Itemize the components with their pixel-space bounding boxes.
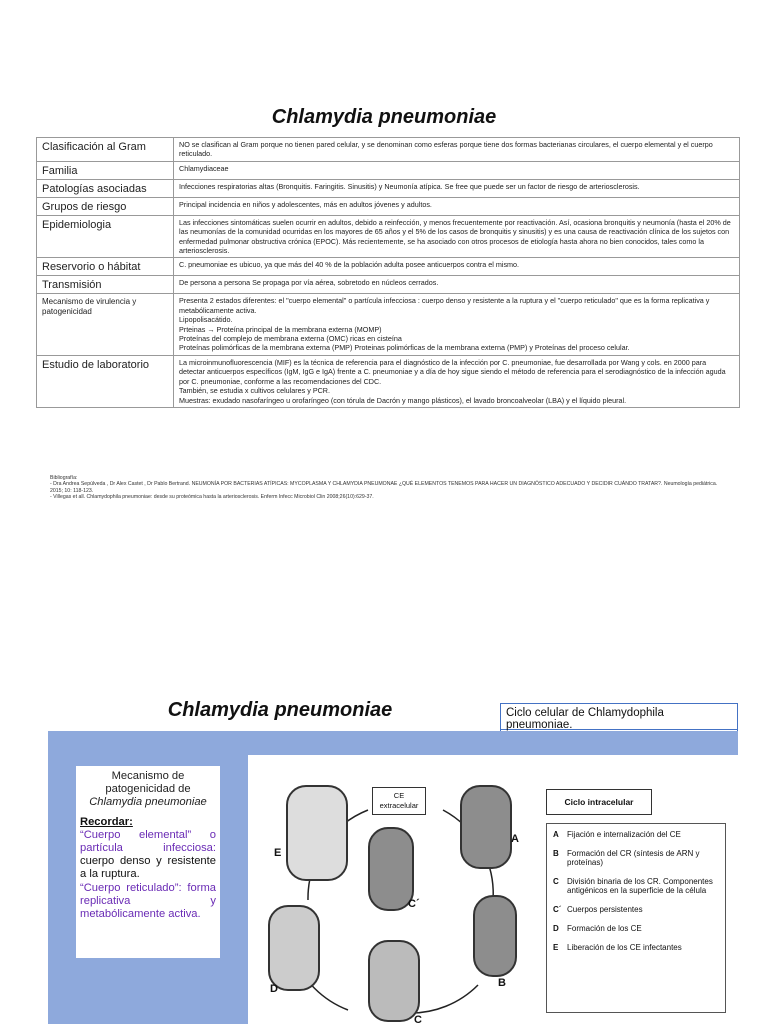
note-text: “Cuerpo elemental” o partícula infecciosa: bbox=[80, 828, 216, 855]
row-value: Presenta 2 estados diferentes: el "cuerpo elemental" o partícula infecciosa : cuerpo denso y resistente a la ruptura y el "cuerpo reticulado" que es la forma replicativa y metabólicamente activa. Lipopolisacátido. Prteinas → Proteína principal de la membrana externa (MOMP) Proteínas del complejo de membrana externa (OMC) ricas en cisteína Proteínas polimórficas de la membrana externa (PMP) Proteinas polimórficas de la membrana externa (PMP) y Proteínas del proceso celular. bbox=[174, 294, 740, 355]
bibliography-line: Bibliografía: bbox=[50, 475, 78, 481]
note-recordar: Recordar: bbox=[80, 815, 133, 828]
label-d: D bbox=[270, 983, 278, 995]
document-title: Chlamydia pneumoniae bbox=[271, 106, 497, 128]
row-key: Estudio de laboratorio bbox=[37, 355, 174, 407]
table-row bbox=[37, 215, 740, 258]
label-c: C bbox=[414, 1014, 422, 1026]
row-key: Familia bbox=[37, 161, 174, 179]
row-key: Transmisión bbox=[37, 276, 174, 294]
slide-title: Chlamydia pneumoniae bbox=[167, 699, 393, 721]
row-value: Principal incidencia en niños y adolescentes, más en adultos jóvenes y adultos. bbox=[174, 197, 740, 215]
note-heading: Chlamydia pneumoniae bbox=[89, 796, 207, 809]
cycle-diagram bbox=[248, 755, 728, 1024]
legend-item: E Liberación de los CE infectantes bbox=[553, 943, 682, 952]
row-key: Mecanismo de virulencia y patogenicidad bbox=[37, 294, 174, 355]
table-row bbox=[37, 355, 740, 407]
table-row bbox=[37, 197, 740, 215]
legend-item: C´ Cuerpos persistentes bbox=[553, 905, 643, 914]
cell-d bbox=[268, 905, 320, 991]
legend bbox=[546, 823, 726, 1013]
legend-item: B Formación del CR (síntesis de ARN y proteínas) bbox=[553, 849, 700, 867]
note-box bbox=[76, 766, 220, 958]
bibliography-line: - Villegas et all. Chlamydophila pneumoniae: desde su proteómica hasta la arteriosclerosis. Enferm Infecc Microbiol Clin 2008;26(10):629-37. bbox=[50, 494, 374, 501]
cell-b bbox=[473, 895, 517, 977]
table-row bbox=[37, 258, 740, 276]
note-heading: patogenicidad de bbox=[105, 783, 191, 796]
row-key: Grupos de riesgo bbox=[37, 197, 174, 215]
cell-a bbox=[460, 785, 512, 869]
note-text: “Cuerpo reticulado”: forma replicativa y metabólicamente activa. bbox=[80, 881, 216, 921]
row-key: Clasificación al Gram bbox=[37, 138, 174, 162]
legend-item: C División binaria de los CR. Componentes antigénicos en la superficie de la célula bbox=[553, 877, 713, 895]
bibliography-line: - Dra Andrea Sepúlveda , Dr Alex Castet , Dr Pablo Bertrand. NEUMONÍA POR BACTERIAS ATÍPICAS: MYCOPLASMA Y CHLAMYDIA PNEUMONAE ¿QUÉ ELEMENTOS TENEMOS PARA HACER UN DIAGNÓSTICO ADECUADO Y DECIDIR CUÁNDO TRATAR?. Neumología pediátrica. 2015; 10: 118-123. bbox=[50, 481, 718, 494]
label-e: E bbox=[274, 847, 282, 859]
table-row bbox=[37, 161, 740, 179]
table-row bbox=[37, 294, 740, 355]
legend-item: D Formación de los CE bbox=[553, 924, 642, 933]
cell-c bbox=[368, 940, 420, 1022]
note-text: cuerpo denso y resistente a la ruptura. bbox=[80, 855, 216, 881]
row-key: Patologías asociadas bbox=[37, 179, 174, 197]
row-value: Las infecciones sintomáticas suelen ocurrir en adultos, debido a reinfección, y menos frecuentemente por reactivación. Así, ocasiona bronquitis y neumonía (hasta el 20% de las neumonías de la comunidad ocurridas en los mayores de 65 años y el 5% de los casos de bronquitis y sinusitis) y es una causa de reactivación clínica de los sujetos con enfermedad pulmonar obstructiva crónica (EPOC). Más recientemente, se ha asociado con otros procesos de etiología hasta ahora no bien conocidos, tales como la arteriosclerosis. bbox=[174, 215, 740, 258]
row-key: Reservorio o hábitat bbox=[37, 258, 174, 276]
table-row bbox=[37, 276, 740, 294]
row-value: NO se clasifican al Gram porque no tienen pared celular, y se denominan como esferas porque tiene dos formas bacterianas circulares, el cuerpo elemental y el cuerpo reticulado. bbox=[174, 138, 740, 162]
legend-title: Ciclo intracelular bbox=[546, 789, 652, 815]
label-b: B bbox=[498, 977, 506, 989]
cell-e bbox=[286, 785, 348, 881]
row-value: De persona a persona Se propaga por vía aérea, sobretodo en núcleos cerrados. bbox=[174, 276, 740, 294]
row-value: C. pneumoniae es ubicuo, ya que más del 40 % de la población adulta posee anticuerpos contra el mismo. bbox=[174, 258, 740, 276]
ce-box bbox=[372, 787, 426, 815]
row-key: Epidemiologia bbox=[37, 215, 174, 258]
row-value: La microinmunofluorescencia (MIF) es la técnica de referencia para el diagnóstico de la infección por C. pneumoniae, fue desarrollada por Wang y cols. en 2000 para detectar anticuerpos específicos (IgM, IgG e IgA) frente a C. pneumoniae y a día de hoy sigue siendo el método de referencia para el serodiagnóstico de la infección aguda por C. pneumoniae, conforme a las recomendaciones del CDC. También, se estudia x cultivos celulares y PCR. Muestras: exudado nasofaríngeo u orofaríngeo (con tórula de Dacrón y mango plásticos), el lavado broncoalveolar (LBA) y el líquido pleural. bbox=[174, 355, 740, 407]
table-row bbox=[37, 179, 740, 197]
note-heading: Mecanismo de bbox=[111, 770, 185, 782]
table-row bbox=[37, 138, 740, 162]
info-table bbox=[36, 137, 740, 408]
row-value: Chlamydiaceae bbox=[174, 161, 740, 179]
row-value: Infecciones respiratorias altas (Bronquitis. Faringitis. Sinusitis) y Neumonía atípica. Se free que puede ser un factor de riesgo de arteriosclerosis. bbox=[174, 179, 740, 197]
bibliography bbox=[50, 475, 730, 501]
slide-background-strip bbox=[248, 731, 738, 755]
caption-line-1: Ciclo celular de Chlamydophila pneumoniae. bbox=[501, 704, 737, 730]
legend-item: A Fijación e internalización del CE bbox=[553, 830, 681, 839]
ce-label: CE extracelular bbox=[379, 791, 419, 810]
label-c-prime: C´ bbox=[408, 898, 420, 910]
label-a: A bbox=[511, 833, 519, 845]
